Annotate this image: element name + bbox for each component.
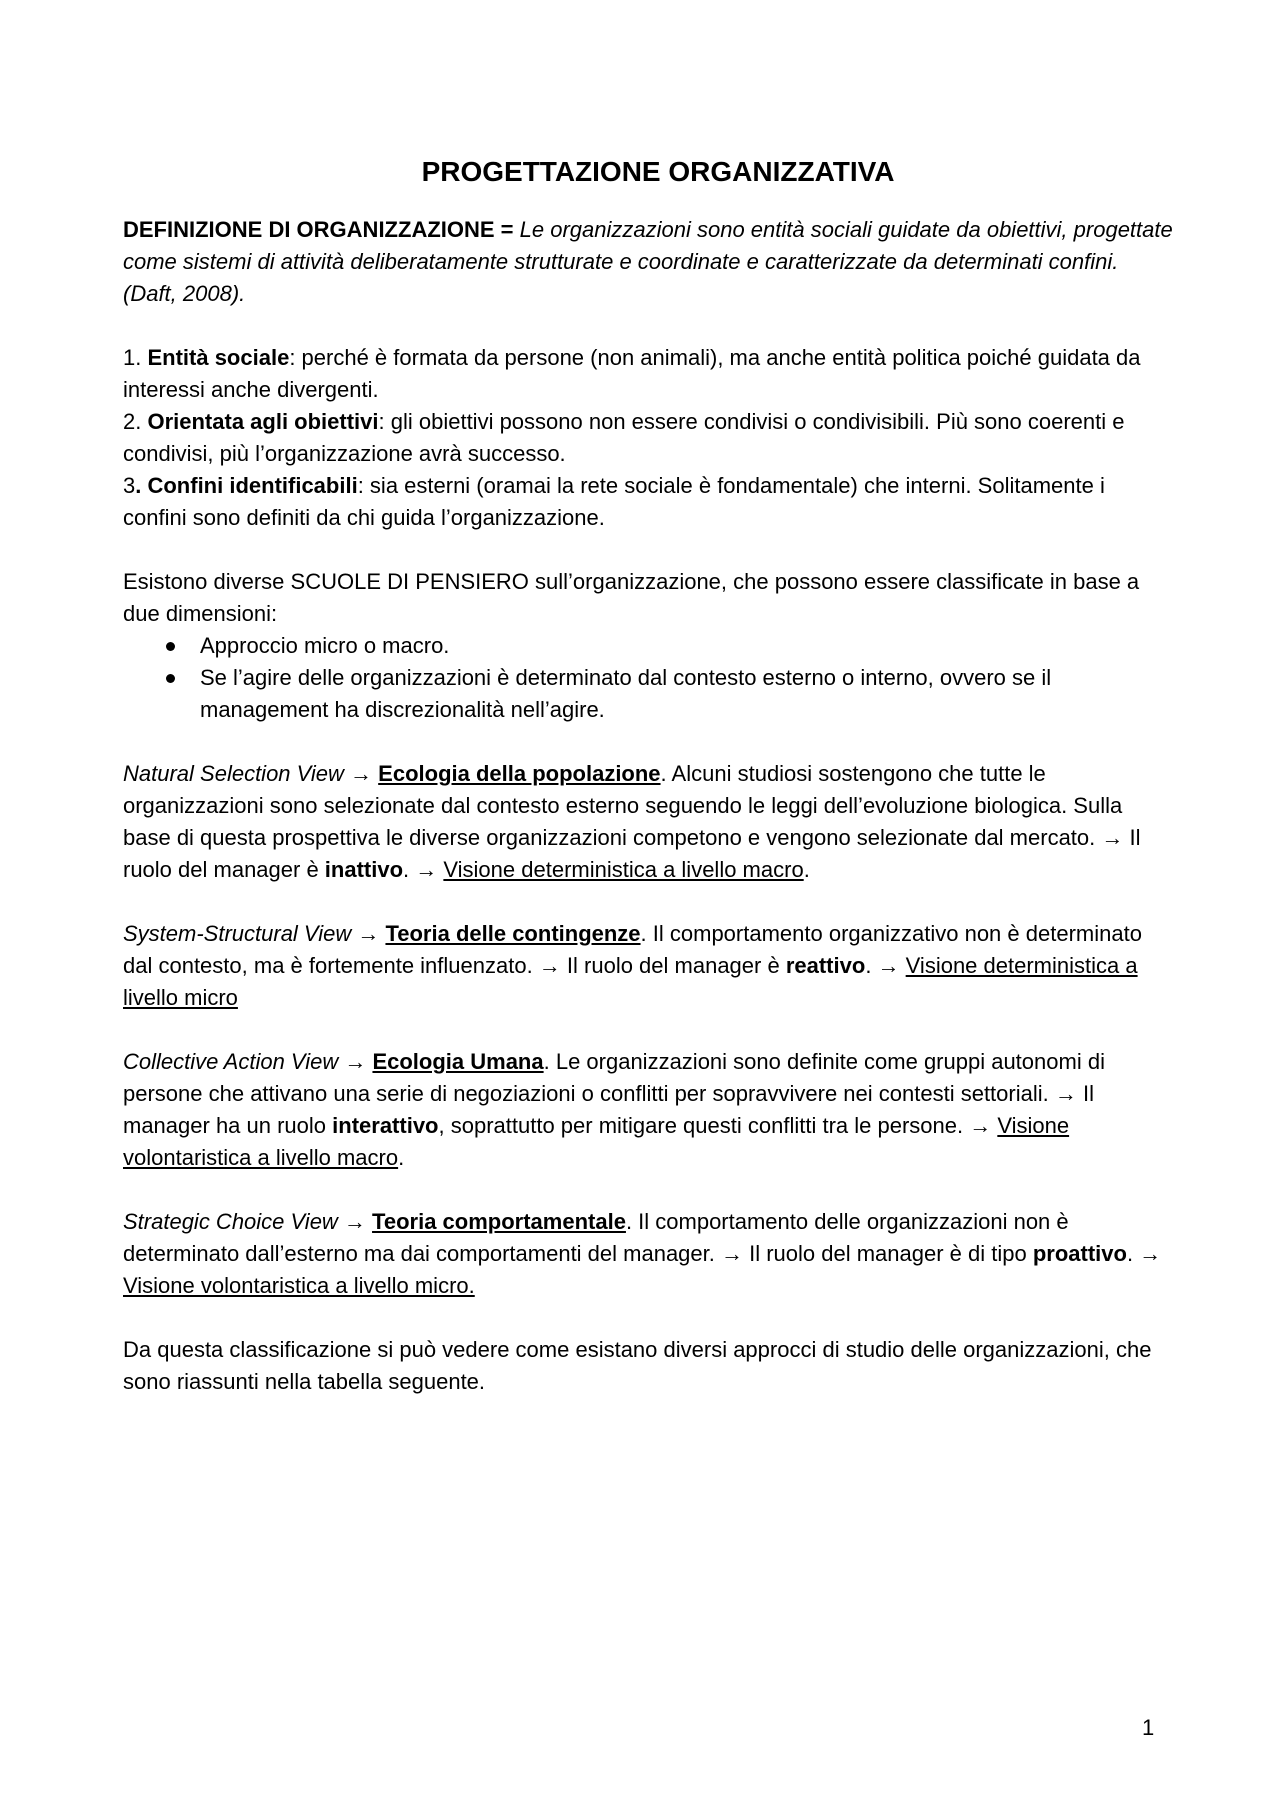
point-text: : perché è formata da persone (non animali), ma anche entità politica poiché guidata da interessi anche divergenti. xyxy=(123,345,1141,402)
manager-role: interattivo xyxy=(332,1113,439,1138)
theory-name: Teoria delle contingenze xyxy=(385,921,641,946)
conclusion-paragraph: Da questa classificazione si può vedere come esistano diversi approcci di studio delle organizzazioni, che sono riassunti nella tabella seguente. xyxy=(123,1337,1152,1394)
bullet-text: Approccio micro o macro. xyxy=(200,633,450,658)
manager-role: proattivo xyxy=(1032,1241,1127,1266)
view-paragraph-collective-action xyxy=(123,1046,1173,1174)
manager-role: inattivo xyxy=(324,857,404,882)
view-text: . Il comportamento delle organizzazioni non è determinato dall’esterno ma dai comportamenti del manager. → Il ruolo del manager è di tipo xyxy=(123,1209,1069,1266)
view-text: . Le organizzazioni sono definite come gruppi autonomi di persone che attivano una serie di negoziazioni o conflitti per sopravvivere nei contesti settoriali. → Il manager ha un ruolo xyxy=(123,1049,1105,1138)
bullet-icon xyxy=(166,642,175,651)
bullet-item xyxy=(123,630,1173,662)
arrow-icon: → xyxy=(338,1049,373,1074)
point-term: . Confini identificabili xyxy=(135,473,358,498)
definition-text: Le organizzazioni sono entità sociali guidate da obiettivi, progettate come sistemi di attività deliberatamente strutturate e coordinate e caratterizzate da determinati confini. (Daft, 2008). xyxy=(123,217,1173,306)
view-text: , soprattutto per mitigare questi conflitti tra le persone. → xyxy=(438,1113,998,1138)
bullet-item xyxy=(123,662,1173,726)
point-text: : sia esterni (oramai la rete sociale è fondamentale) che interni. Solitamente i confini sono definiti da chi guida l’organizzazione. xyxy=(123,473,1105,530)
page-content xyxy=(123,152,1173,1398)
definition-label: DEFINIZIONE DI ORGANIZZAZIONE = xyxy=(123,217,514,242)
point-1 xyxy=(123,342,1173,406)
bullet-icon xyxy=(166,674,175,683)
arrow-icon: → xyxy=(351,921,386,946)
theory-name: Ecologia Umana xyxy=(372,1049,544,1074)
point-number: 1. xyxy=(123,345,148,370)
view-name: System-Structural View xyxy=(123,921,352,946)
point-number: 2. xyxy=(123,409,148,434)
view-name: Natural Selection View xyxy=(123,761,344,786)
view-paragraph-natural-selection xyxy=(123,758,1173,886)
point-text: : gli obiettivi possono non essere condivisi o condivisibili. Più sono coerenti e condivisi, più l’organizzazione avrà successo. xyxy=(123,409,1125,466)
vision-label: Visione deterministica a livello micro xyxy=(123,953,1138,1010)
page-number: 1 xyxy=(1142,1715,1155,1740)
view-text: . → xyxy=(1126,1241,1162,1266)
spacer xyxy=(123,534,1173,566)
spacer xyxy=(123,1014,1173,1046)
schools-intro: Esistono diverse SCUOLE DI PENSIERO sull’organizzazione, che possono essere classificate in base a due dimensioni: xyxy=(123,569,1140,626)
theory-name: Teoria comportamentale xyxy=(372,1209,626,1234)
schools-bullet-list xyxy=(123,630,1173,726)
point-3 xyxy=(123,470,1173,534)
view-paragraph-system-structural xyxy=(123,918,1173,1014)
vision-label: Visione deterministica a livello macro xyxy=(443,857,804,882)
spacer xyxy=(123,886,1173,918)
point-number: 3 xyxy=(123,473,136,498)
point-term: Entità sociale xyxy=(147,345,290,370)
spacer xyxy=(123,1302,1173,1334)
view-text: . → xyxy=(865,953,906,978)
vision-label: Visione volontaristica a livello micro. xyxy=(123,1273,475,1298)
view-name: Collective Action View xyxy=(123,1049,339,1074)
point-2 xyxy=(123,406,1173,470)
view-name: Strategic Choice View xyxy=(123,1209,338,1234)
view-text-end: . xyxy=(398,1145,405,1170)
spacer xyxy=(123,310,1173,342)
vision-label: Visione volontaristica a livello macro xyxy=(123,1113,1070,1170)
arrow-icon: → xyxy=(343,761,379,786)
theory-name: Ecologia della popolazione xyxy=(378,761,661,786)
arrow-icon: → xyxy=(337,1209,373,1234)
point-term: Orientata agli obiettivi xyxy=(147,409,379,434)
view-text: . Il comportamento organizzativo non è determinato dal contesto, ma è fortemente influenzato. → Il ruolo del manager è xyxy=(123,921,1142,978)
view-text-end: . xyxy=(803,857,810,882)
page-title: PROGETTAZIONE ORGANIZZATIVA xyxy=(421,156,895,187)
definition-paragraph xyxy=(123,214,1173,310)
spacer xyxy=(123,726,1173,758)
view-text: . Alcuni studiosi sostengono che tutte le organizzazioni sono selezionate dal contesto esterno seguendo le leggi dell’evoluzione biologica. Sulla base di questa prospettiva le diverse organizzazioni competono e vengono selezionate dal mercato. → Il ruolo del manager è xyxy=(123,761,1141,882)
manager-role: reattivo xyxy=(785,953,866,978)
spacer xyxy=(123,1174,1173,1206)
view-text: . → xyxy=(403,857,444,882)
view-paragraph-strategic-choice xyxy=(123,1206,1173,1302)
bullet-text: Se l’agire delle organizzazioni è determinato dal contesto esterno o interno, ovvero se il management ha discrezionalità nell’agire. xyxy=(200,665,1052,722)
